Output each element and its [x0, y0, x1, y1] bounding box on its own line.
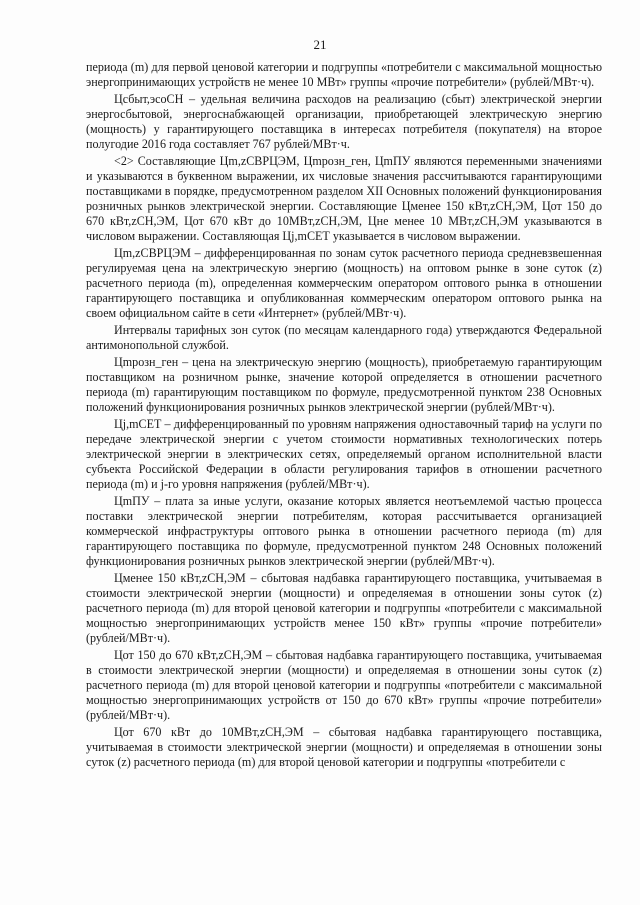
paragraph: Цменее 150 кВт,zСН,ЭМ – сбытовая надбавка гарантирующего поставщика, учитываемая в стоимости электрической энергии (мощности) и определяемая в отношении зоны суток (z) расчетного периода (m) для второй ценовой категории и подгруппы «потребители с максимальной мощностью энергопринимающих устройств менее 150 кВт» группы «прочие потребители» (рублей/МВт·ч).: [86, 571, 602, 645]
paragraph: периода (m) для первой ценовой категории и подгруппы «потребители с максимальной мощностью энергопринимающих устройств не менее 10 МВт» группы «прочие потребители» (рублей/МВт·ч).: [86, 60, 602, 89]
document-body: [86, 60, 602, 772]
paragraph: ЦmПУ – плата за иные услуги, оказание которых является неотъемлемой частью процесса поставки электрической энергии потребителям, которая рассчитывается организацией коммерческой инфраструктуры оптового рынка в отношении расчетного периода (m) для гарантирующего поставщика по формуле, предусмотренной пунктом 248 Основных положений функционирования розничных рынков электрической энергии (рублей/МВт·ч).: [86, 494, 602, 568]
paragraph: <2> Составляющие Цm,zСВРЦЭМ, Цmрозн_ген, ЦmПУ являются переменными значениями и указываются в буквенном выражении, их числовые значения рассчитываются гарантирующими поставщиками в порядке, предусмотренном разделом XII Основных положений функционирования розничных рынков электрической энергии. Составляющие Цменее 150 кВт,zСН,ЭМ, Цот 150 до 670 кВт,zСН,ЭМ, Цот 670 кВт до 10МВт,zСН,ЭМ, Цне менее 10 МВт,zСН,ЭМ указываются в числовом выражении. Составляющая Цj,mСЕТ указывается в числовом выражении.: [86, 154, 602, 243]
paragraph: Цmрозн_ген – цена на электрическую энергию (мощность), приобретаемую гарантирующим поставщиком на розничном рынке, значение которой определяется в отношении расчетного периода (m) гарантирующим поставщиком по формуле, предусмотренной пунктом 238 Основных положений функционирования розничных рынков электрической энергии (рублей/МВт·ч).: [86, 355, 602, 414]
paragraph: Цот 150 до 670 кВт,zСН,ЭМ – сбытовая надбавка гарантирующего поставщика, учитываемая в стоимости электрической энергии (мощности) и определяемая в отношении зоны суток (z) расчетного периода (m) для второй ценовой категории и подгруппы «потребители с максимальной мощностью энергопринимающих устройств от 150 до 670 кВт» группы «прочие потребители» (рублей/МВт·ч).: [86, 648, 602, 722]
paragraph: Цот 670 кВт до 10МВт,zСН,ЭМ – сбытовая надбавка гарантирующего поставщика, учитываемая в стоимости электрической энергии (мощности) и определяемая в отношении зоны суток (z) расчетного периода (m) для второй ценовой категории и подгруппы «потребители с: [86, 725, 602, 769]
paragraph: Цj,mСЕТ – дифференцированный по уровням напряжения одноставочный тариф на услуги по передаче электрической энергии с учетом стоимости нормативных технологических потерь электрической энергии в электрических сетях, определяемый органом исполнительной власти субъекта Российской Федерации в области регулирования тарифов в отношении расчетного периода (m) и j-го уровня напряжения (рублей/МВт·ч).: [86, 417, 602, 491]
paragraph: Цсбыт,эсоСН – удельная величина расходов на реализацию (сбыт) электрической энергии энергосбытовой, энергоснабжающей организации, приобретающей электрическую энергию (мощность) у гарантирующего поставщика в интересах потребителя (покупателя) на второе полугодие 2016 года составляет 767 рублей/МВт·ч.: [86, 92, 602, 151]
page-number: 21: [313, 37, 327, 52]
paragraph: Цm,zСВРЦЭМ – дифференцированная по зонам суток расчетного периода средневзвешенная регулируемая цена на электрическую энергию (мощность) на оптовом рынке в зоне суток (z) расчетного периода (m), определенная коммерческим оператором оптового рынка в отношении гарантирующего поставщика и опубликованная коммерческим оператором оптового рынка на своем официальном сайте в сети «Интернет» (рублей/МВт·ч).: [86, 246, 602, 320]
paragraph: Интервалы тарифных зон суток (по месяцам календарного года) утверждаются Федеральной антимонопольной службой.: [86, 323, 602, 352]
